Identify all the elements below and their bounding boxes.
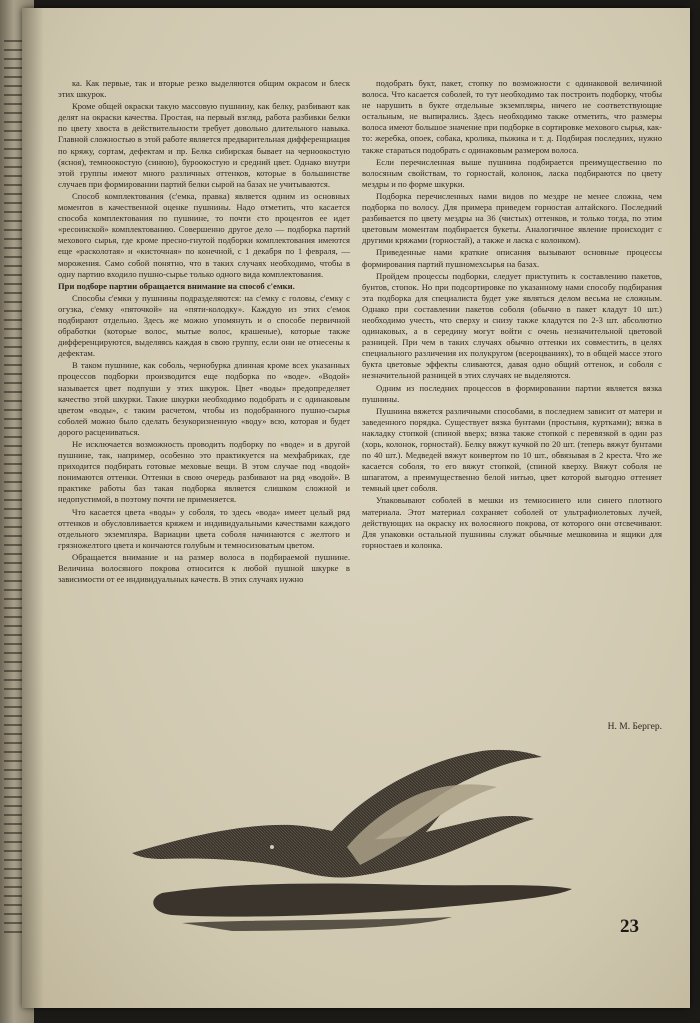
left-paragraph-9: Обращается внимание и на размер волоса в подбираемой пушнине. Величина волосяного покрова относится к любой пушной шкурке в зависимости от ее индивидуальных качеств. В этих случаях нужно [58, 551, 350, 585]
page-gutter-shadow [22, 8, 44, 1008]
left-paragraph-6: В таком пушнине, как соболь, чернобурка длинная кроме всех указанных процессов подборки производится еще подборка по «воде». «Водой» называется цвет подпуши у этих шкурок. Цвет «воды» предопределяет качество этой шкурки. Такие шкурки необходимо подобрать и с одинаковым цветом «воды», с таким расчетом, чтобы из подобранного пушно-сырья соболей можно было сделать безукоризненную «воду» всю, которая и будет дорого расцениваться. [58, 360, 350, 437]
author-signature: Н. М. Бергер. [607, 722, 662, 732]
seagull-illustration-icon [122, 743, 592, 933]
right-text-column [362, 78, 662, 552]
right-paragraph-2: Если перечисленная выше пушнина подбирается преимущественно по волосяным свойствам, то горностай, колонок, ласка подбираются по цвету мездры и по форме шкурки. [362, 156, 662, 189]
left-paragraph-5: Способы с'емки у пушнины подразделяются: на с'емку с головы, с'емку с огузка, с'емку «пяточкой» на «пяти-колодку». Каждую из этих с'емок подбирают отдельно. Здесь же можно упомянуть и о способе первичной обработки (которые волос, мытые волос, крашеные), которые также дифференцируются, выделяясь каждая в свою группу, если они не отнесены к дефектам. [58, 292, 350, 359]
right-paragraph-7: Пушнина вяжется различными способами, в последнем зависит от матери и заведенного порядка. Существует вязка бунтами (простыня, куртками); вязка в накладку стопкой (спиной вверх; вязка также стопкой с перевязкой в один раз (хорь, колонок, горностай). Белку вяжут кучкой по 20 шт. (теперь вяжут бунтами по 40 шт.). Медведей вяжут конвертом по 10 шт., обвязывая в 2 креста. Что же касается соболя, то его вяжут стопкой, (спиной кверху. Вяжут соболя не шпагатом, а преимущественно белой нитью, цвет которой выгодно оттеняет темный цвет соболя. [362, 405, 662, 494]
left-bold-heading: При подборе партии обращается внимание на способ с'емки. [58, 280, 295, 291]
seagull-body [132, 816, 534, 878]
right-paragraph-3: Подборка перечисленных нами видов по мездре не менее сложна, чем подборка по волосу. Для примера приведем горностая алтайского. Последний разбивается по цвету мездры на 36 (чистых) оттенков, и только тогда, по этим цветовым моментам подбирается букеты. Аналогичное явление происходит с другими кряжами (горностай), а также и ласка с колонком). [362, 190, 662, 246]
right-paragraph-1: подобрать букт, пакет, стопку по возможности с одинаковой величиной волоса. Что касается соболей, то тут необходимо так построить подборку, чтобы не нарушить в букте отдельные экземпляры, ничего не соответствующие остальным, не выпирались. Здесь необходимо также отметить, что размеры волоса имеют большое значение при подборке в сортировке мехового сырья, как-то: жеребка, опоек, собака, кролика, пыжика и т. д. Подбирая последних, нужно также стараться подобрать с одинаковым размером волоса. [362, 78, 662, 155]
water-ripples [153, 883, 572, 916]
right-paragraph-6: Одним из последних процессов в формировании партии является вязка пушнины. [362, 382, 662, 404]
page-number: 23 [620, 916, 639, 937]
left-text-column [58, 78, 350, 586]
right-paragraph-5: Пройдем процессы подборки, следует приступить к составлению пакетов, бунтов, стопок. Но при подсортировке по указанному нами способу подбирания эта подборка для специалиста будет уже являться делом весьма не сложным. Однако при составлении пакетов соболя (обычно в пакет кладут 10 шт.) необходимо учесть, что сверху и снизу также кладутся по 2-3 шт. абсолютно одинаковых, а в середину могут войти с очень незначительной цветовой разницей. При чем в таких случаях обычно оттенки их совместить, в целях специального различения их полукругом (всероцваниях), то в общей массе этого букта цветовые эффекты сливаются, давая одно общий оттенок, и соболя с незначительной разницей в этих случаях не выделяются. [362, 270, 662, 381]
left-paragraph-1: ка. Как первые, так и вторые резко выделяются общим окрасом и блеск этих шкурок. [58, 78, 350, 100]
right-paragraph-4: Приведенные нами краткие описания вызывают основные процессы формирования партий пушномехсырья на базах. [362, 247, 662, 269]
left-paragraph-8: Что касается цвета «воды» у соболя, то здесь «вода» имеет целый ряд оттенков и обусловливается кряжем и индивидуальными качествами каждого отдельного экземпляра. Вариации цвета соболя начинаются с желтого и грязножелтого цвета и кончаются голубым и темносизоватым цветом. [58, 506, 350, 550]
left-paragraph-2: Кроме общей окраски такую массовую пушнину, как белку, разбивают как делят на окраски качества. Простая, на первый взгляд, работа разбивки белки по цвету хвоста в действительности требует довольно длительного навыка. Главной сложностью в этой работе является предварительная дифференциация по кряжу, сортам, дефектам и пр. Белка сибирская бывает на черноокостую (ясноя), темноокостую (синюю), буроокостую и средний цвет. Однако внутри этой группы имеют много различных оттенков, которые в большинстве случаев при формировании партий белки сырой на базах не учитываются. [58, 101, 350, 189]
left-paragraph-7: Не исключается возможность проводить подборку по «воде» и в другой пушнине, так, например, особенно это практикуется на мехфабриках, где приходится подбирать готовые меховые вещи. В этом случае под «водой» понимаются оттенки. Оттенки в свою очередь разбивают на ряд «водой». В практике работы баз такая подборка является слишком сложной и недопустимой, в поэтому почти не применяется. [58, 439, 350, 505]
right-paragraph-8: Упаковывают соболей в мешки из темносинего или синего плотного материала. Этот материал сохраняет соболей от ультрафиолетовых лучей, действующих на окраску их волосяного покрова, от которого они отсвечивают. Для упаковки остальной пушнины служат обычные мешковина и ящики для горностаев и колонка. [362, 495, 662, 550]
left-paragraph-3: Способ комплектования (с'емка, правка) является одним из основных моментов в качественной оценке пушнины. Надо отметить, что касается способа комплектования по пушнине, то почти сто процентов ее идет «ресоинской» комплектованию. Совершенно другое дело — подборка партий мехового сырья, где кроме пресно-гнутой подборки комплектования имеются еще «расколотая» и «кисточная» по конечной, с 1 декабря по 1 февраля, — морожения. Само собой понятно, что в таких случаях необходимо, чтобы в одну партию входило пушно-сырье только одного вида комплектования. [58, 190, 350, 279]
journal-page [22, 8, 690, 1008]
